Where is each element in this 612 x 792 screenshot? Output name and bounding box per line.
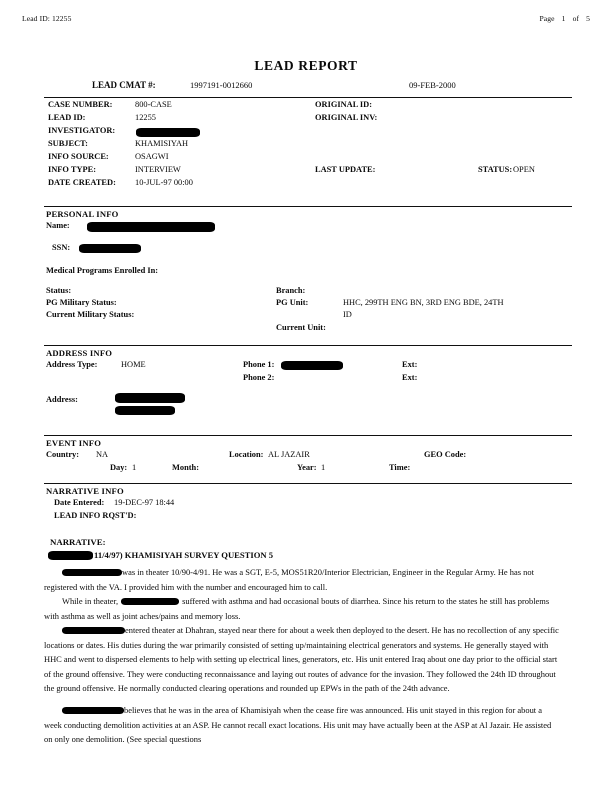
divider-rule-narrative-info xyxy=(44,483,572,484)
pg-unit-value-line1: HHC, 299TH ENG BN, 3RD ENG BDE, 24TH xyxy=(343,298,504,307)
divider-rule-event-info xyxy=(44,435,572,436)
day-value: 1 xyxy=(132,463,137,472)
divider-rule-address-info xyxy=(44,345,572,346)
case-number-label: CASE NUMBER: xyxy=(48,100,113,109)
divider-rule-header xyxy=(44,97,572,98)
year-value: 1 xyxy=(321,463,326,472)
date-created-value: 10-JUL-97 00:00 xyxy=(135,178,193,187)
info-source-label: INFO SOURCE: xyxy=(48,152,109,161)
country-value: NA xyxy=(96,450,109,459)
redaction-bar-narrative-p3 xyxy=(62,627,125,635)
info-type-value: INTERVIEW xyxy=(135,165,181,174)
page-total: 5 xyxy=(586,14,590,23)
country-label: Country: xyxy=(46,450,80,459)
location-value: AL JAZAIR xyxy=(268,450,310,459)
narrative-paragraph-2-post: suffered with asthma and had occasional bouts of diarrhea. Since his return to the states he still has problems with asthma as well as joint aches/pains and memory loss. xyxy=(44,596,550,621)
narrative-paragraph-1 xyxy=(44,565,560,594)
current-military-status-label: Current Military Status: xyxy=(46,310,135,319)
divider-rule-personal-info xyxy=(44,206,572,207)
status-label: STATUS: xyxy=(478,165,513,174)
redaction-bar-name xyxy=(87,222,215,232)
ext1-label: Ext: xyxy=(402,360,418,369)
redaction-bar-investigator xyxy=(136,128,200,137)
narrative-paragraph-1-text: was in theater 10/90-4/91. He was a SGT, E-5, MOS51R20/Interior Electrician, Engineer in the Regular Army. He has not registered with the VA. I provided him with the number and encouraged him to call. xyxy=(44,567,534,592)
pg-unit-label: PG Unit: xyxy=(276,298,309,307)
address-type-value: HOME xyxy=(121,360,146,369)
date-entered-value: 19-DEC-97 18:44 xyxy=(114,498,175,507)
section-title-narrative-info: NARRATIVE INFO xyxy=(46,486,124,496)
address-type-label: Address Type: xyxy=(46,360,98,369)
original-id-label: ORIGINAL ID: xyxy=(315,100,373,109)
redaction-bar-ssn xyxy=(79,244,141,253)
info-type-label: INFO TYPE: xyxy=(48,165,97,174)
lead-info-rqstd-label: LEAD INFO RQST'D: xyxy=(54,511,137,520)
subject-value: KHAMISIYAH xyxy=(135,139,189,148)
pg-military-status-label: PG Military Status: xyxy=(46,298,117,307)
running-head-lead-id: Lead ID: 12255 xyxy=(22,14,72,23)
medical-programs-label: Medical Programs Enrolled In: xyxy=(46,266,159,275)
redaction-bar-narrative-p2 xyxy=(121,598,179,606)
lead-id-value: 12255 xyxy=(135,113,156,122)
investigator-label: INVESTIGATOR: xyxy=(48,126,116,135)
subject-label: SUBJECT: xyxy=(48,139,88,148)
narrative-paragraph-3 xyxy=(44,623,560,696)
month-label: Month: xyxy=(172,463,199,472)
status-field-label: Status: xyxy=(46,286,72,295)
narrative-paragraph-4-text: believes that he was in the area of Khamisiyah when the cease fire was announced. His unit stayed in this region for about a week conducting demolition activities at an ASP. He cannot recall exact locations. His unit may have actually been at the ASP at Al Jazair. He assisted on only one demolition. (See special questions xyxy=(44,705,552,745)
lead-id-label: LEAD ID: xyxy=(48,113,86,122)
phone2-label: Phone 2: xyxy=(243,373,275,382)
page-of-word: of xyxy=(572,14,580,23)
geo-code-label: GEO Code: xyxy=(424,450,467,459)
status-value: OPEN xyxy=(513,165,535,174)
info-source-value: OSAGWI xyxy=(135,152,169,161)
original-inv-label: ORIGINAL INV: xyxy=(315,113,378,122)
ext2-label: Ext: xyxy=(402,373,418,382)
running-head-page-number xyxy=(539,14,590,23)
date-created-label: DATE CREATED: xyxy=(48,178,116,187)
page-word: Page xyxy=(539,14,555,23)
day-label: Day: xyxy=(110,463,128,472)
document-title: LEAD REPORT xyxy=(254,58,358,73)
redaction-bar-narrative-author xyxy=(48,551,93,560)
redaction-bar-phone1 xyxy=(281,361,343,370)
date-entered-label: Date Entered: xyxy=(54,498,105,507)
location-label: Location: xyxy=(229,450,264,459)
year-label: Year: xyxy=(297,463,317,472)
last-update-label: LAST UPDATE: xyxy=(315,165,376,174)
pg-unit-value-line2: ID xyxy=(343,310,352,319)
address-label: Address: xyxy=(46,395,78,404)
branch-label: Branch: xyxy=(276,286,306,295)
cmat-row xyxy=(44,80,572,93)
cmat-date: 09-FEB-2000 xyxy=(409,80,456,90)
time-label: Time: xyxy=(389,463,411,472)
ssn-label: SSN: xyxy=(52,243,71,252)
redaction-bar-address-line2 xyxy=(115,406,175,415)
section-title-address-info: ADDRESS INFO xyxy=(46,348,113,358)
narrative-paragraph-2-pre: While in theater, xyxy=(62,596,119,606)
redaction-bar-narrative-p4 xyxy=(62,707,124,715)
narrative-paragraph-3-text: entered theater at Dhahran, stayed near there for about a week then deployed to the desert. He has no recollection of any specific locations or dates. His duties during the war primarily consisted of setting up/maintaining electrical generators and systems. He generally stayed with HHC and went to dispersed elements to help with setting up electrical lines, generators, etc. His unit entered Iraq about one day prior to the official start of the ground offensive. They were conducting reconnaissance and laying out routes of advance for the invasion. They followed the 24th ID throughout the ground offensive. He normally conducted clearing operations and rounded up EPWs in the path of the 24th advance. xyxy=(44,625,559,694)
cmat-label: LEAD CMAT #: xyxy=(92,80,156,90)
narrative-paragraph-2 xyxy=(44,594,560,623)
narrative-label: NARRATIVE: xyxy=(50,537,106,547)
phone1-label: Phone 1: xyxy=(243,360,275,369)
current-unit-label: Current Unit: xyxy=(276,323,326,332)
case-number-value: 800-CASE xyxy=(135,100,172,109)
cmat-value: 1997191-0012660 xyxy=(190,80,253,90)
narrative-survey-line: 11/4/97) KHAMISIYAH SURVEY QUESTION 5 xyxy=(94,550,274,560)
section-title-personal-info: PERSONAL INFO xyxy=(46,209,119,219)
narrative-paragraph-4 xyxy=(44,703,560,747)
redaction-bar-narrative-p1 xyxy=(62,569,122,577)
redaction-bar-address-line1a xyxy=(115,393,185,403)
page-current: 1 xyxy=(561,14,566,23)
name-label: Name: xyxy=(46,221,70,230)
section-title-event-info: EVENT INFO xyxy=(46,438,102,448)
